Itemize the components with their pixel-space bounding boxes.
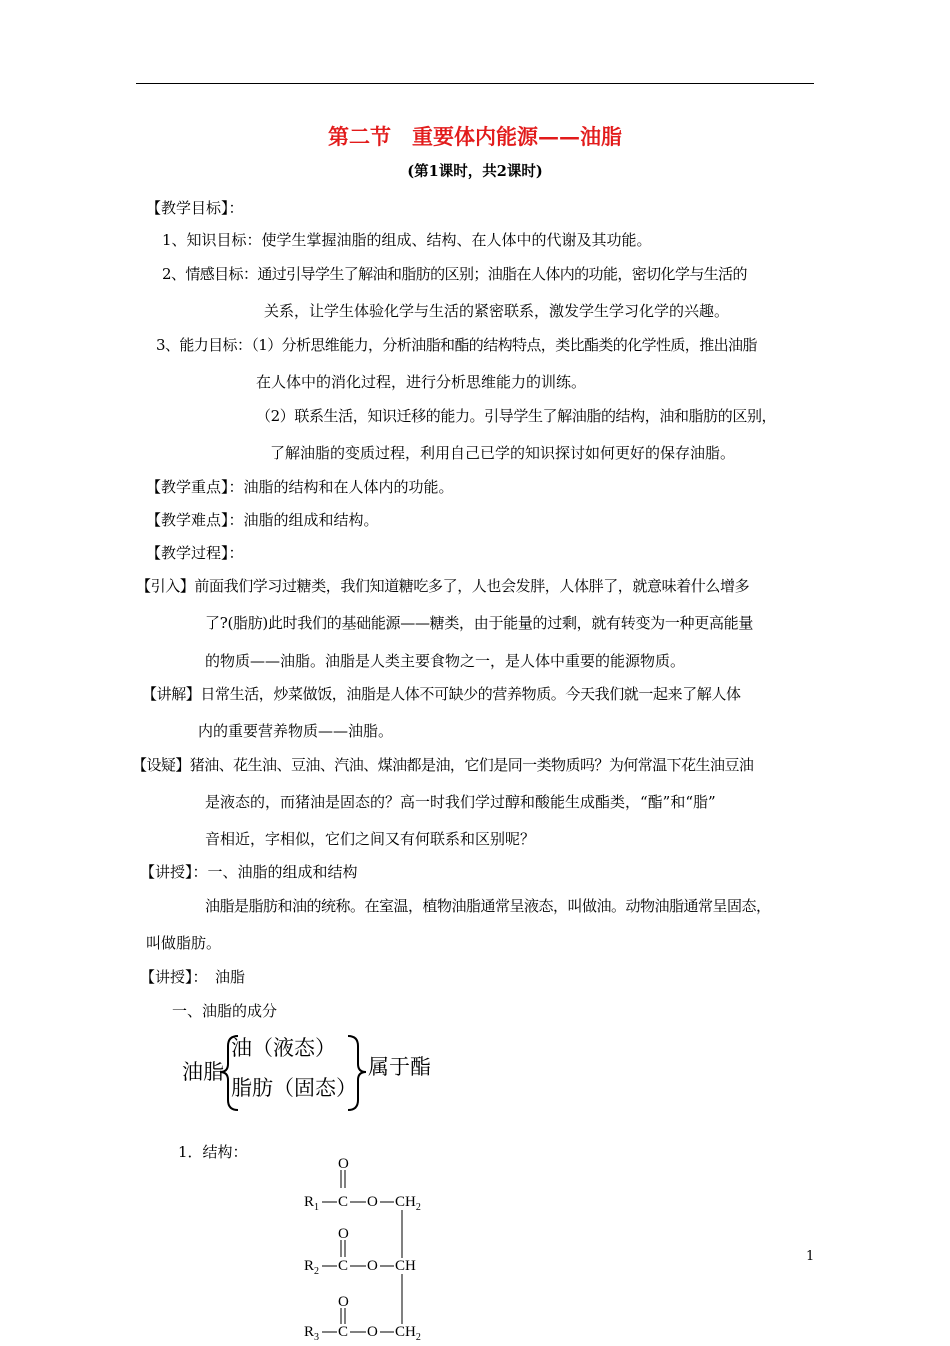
objectives-heading: 【教学目标】： bbox=[146, 199, 244, 217]
chem-bonds bbox=[296, 1156, 456, 1344]
objective-ability-line1: 3、能力目标：（1）分析思维能力，分析油脂和酯的结构特点，类比酯类的化学性质，推出油脂 bbox=[156, 336, 757, 354]
structure-label: 1．结构： bbox=[178, 1143, 248, 1161]
objective-knowledge: 1、知识目标：使学生掌握油脂的组成、结构、在人体中的代谢及其功能。 bbox=[162, 231, 652, 249]
header-rule bbox=[136, 83, 814, 84]
explain-line1: 【讲解】日常生活，炒菜做饭，油脂是人体不可缺少的营养物质。今天我们就一起来了解人体 bbox=[142, 685, 741, 703]
explain-line2: 内的重要营养物质——油脂。 bbox=[198, 722, 394, 740]
oil-fat-classification-diagram bbox=[180, 1032, 440, 1114]
chem-r2: $R_2$ bbox=[304, 1258, 320, 1277]
objective-emotion-line2: 关系，让学生体验化学与生活的紧密联系，激发学生学习化学的兴趣。 bbox=[264, 302, 730, 320]
chem-ch: CH bbox=[395, 1258, 416, 1274]
teach-body-line2: 叫做脂肪。 bbox=[146, 934, 222, 952]
objective-ability-line4: 了解油脂的变质过程，利用自己已学的知识探讨如何更好的保存油脂。 bbox=[270, 444, 736, 462]
objective-emotion-line1: 2、情感目标：通过引导学生了解油和脂肪的区别；油脂在人体内的功能，密切化学与生活的 bbox=[162, 265, 747, 283]
chem-c-1: C bbox=[338, 1194, 349, 1210]
question-line2: 是液态的，而猪油是固态的？高一时我们学过醇和酸能生成酯类，“酯”和“脂” bbox=[205, 793, 716, 811]
intro-line2: 了?(脂肪)此时我们的基础能源——糖类，由于能量的过剩，就有转变为一种更高能量 bbox=[205, 614, 754, 632]
chem-o-1: O bbox=[338, 1156, 349, 1172]
objective-ability-line3: （2）联系生活，知识迁移的能力。引导学生了解油脂的结构，油和脂肪的区别， bbox=[256, 407, 777, 425]
diagram-item-oil: 油（液态） bbox=[231, 1036, 336, 1060]
diagram-left-label: 油脂 bbox=[182, 1060, 224, 1084]
question-line3: 音相近，字相似，它们之间又有何联系和区别呢？ bbox=[205, 830, 536, 848]
chem-o-ester-1: O bbox=[367, 1194, 378, 1210]
question-line1: 【设疑】猪油、花生油、豆油、汽油、煤油都是油，它们是同一类物质吗？为何常温下花生油豆油 bbox=[132, 756, 754, 774]
objective-ability-line2: 在人体中的消化过程，进行分析思维能力的训练。 bbox=[256, 373, 587, 391]
section-composition: 一、油脂的成分 bbox=[172, 1002, 278, 1020]
difficulty: 【教学难点】：油脂的组成和结构。 bbox=[146, 511, 379, 529]
page-title: 第二节 重要体内能源——油脂 bbox=[328, 124, 622, 149]
page-number: 1 bbox=[806, 1249, 815, 1264]
chem-c-3: C bbox=[338, 1324, 349, 1340]
intro-line3: 的物质——油脂。油脂是人类主要食物之一，是人体中重要的能源物质。 bbox=[205, 652, 686, 670]
teach-heading-2: 【讲授】： 油脂 bbox=[140, 968, 246, 986]
teach-heading-1: 【讲授】：一、油脂的组成和结构 bbox=[140, 863, 358, 881]
chem-ch2-3: $CH_2$ bbox=[395, 1324, 421, 1343]
chem-o-ester-2: O bbox=[367, 1258, 378, 1274]
diagram-item-fat: 脂肪（固态） bbox=[231, 1076, 357, 1100]
teach-body-line1: 油脂是脂肪和油的统称。在室温，植物油脂通常呈液态，叫做油。动物油脂通常呈固态， bbox=[205, 897, 771, 915]
chem-o-ester-3: O bbox=[367, 1324, 378, 1340]
diagram-right-label: 属于酯 bbox=[368, 1055, 431, 1079]
triglyceride-structure bbox=[296, 1156, 456, 1344]
chem-ch2-1: $CH_2$ bbox=[395, 1194, 421, 1213]
chem-r3: $R_3$ bbox=[304, 1324, 320, 1343]
intro-line1: 【引入】前面我们学习过糖类，我们知道糖吃多了，人也会发胖，人体胖了，就意味着什么增多 bbox=[136, 577, 750, 595]
chem-o-2: O bbox=[338, 1226, 349, 1242]
process-heading: 【教学过程】： bbox=[146, 544, 244, 562]
chem-c-2: C bbox=[338, 1258, 349, 1274]
key-point: 【教学重点】：油脂的结构和在人体内的功能。 bbox=[146, 478, 454, 496]
page-subtitle: (第1课时，共2课时) bbox=[407, 163, 543, 180]
chem-o-3: O bbox=[338, 1294, 349, 1310]
chem-r1: $R_1$ bbox=[304, 1194, 320, 1213]
